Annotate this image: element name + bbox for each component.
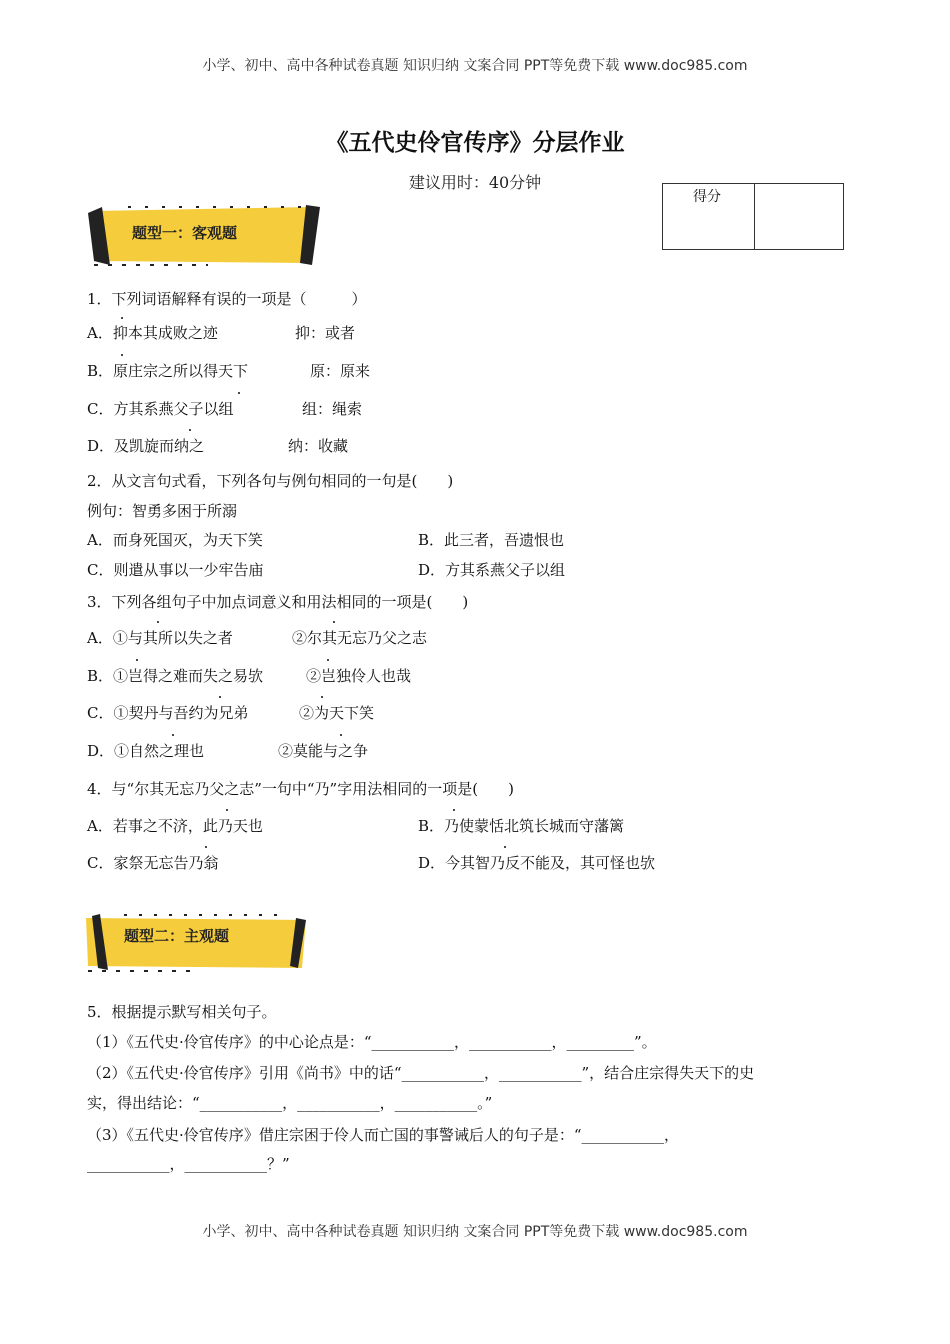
emphasis-dot (157, 621, 159, 623)
q1-option-c-sentence: C．方其系燕父子以组 (87, 400, 234, 418)
q1-option-b-explanation: 原：原来 (310, 362, 371, 380)
q1-option-d-sentence: D．及凯旋而纳之 (87, 437, 205, 455)
score-box (662, 183, 844, 250)
q4-option-a: A．若事之不济，此乃天也 (87, 817, 263, 835)
emphasis-dot (340, 734, 342, 736)
q3-option-c-2: ②为天下笑 (299, 704, 375, 722)
emphasis-dot (327, 659, 329, 661)
q1-option-a-explanation: 抑：或者 (295, 324, 356, 342)
emphasis-dot (226, 809, 228, 811)
q5-part-3-line-2: ___________，___________？” (87, 1155, 290, 1173)
emphasis-dot (136, 659, 138, 661)
question-1-stem: 1．下列词语解释有误的一项是（ ） (87, 290, 367, 308)
page-title: 《五代史伶官传序》分层作业 (325, 129, 625, 156)
q3-option-a-2: ②尔其无忘乃父之志 (292, 629, 428, 647)
page-footer: 小学、初中、高中各种试卷真题 知识归纳 文案合同 PPT等免费下载 www.doc985.com (202, 1224, 748, 1240)
q3-option-b-2: ②岂独伶人也哉 (306, 667, 412, 685)
section-title-subjective: 题型二：主观题 (124, 927, 230, 945)
q5-part-2-line-2: 实，得出结论：“___________，___________，___________。” (87, 1094, 493, 1112)
question-2-stem: 2．从文言句式看，下列各句与例句相同的一句是( ) (87, 472, 454, 490)
question-5-stem: 5．根据提示默写相关句子。 (87, 1003, 277, 1021)
emphasis-dot (121, 317, 123, 319)
emphasis-dot (504, 846, 506, 848)
score-label: 得分 (693, 189, 721, 205)
q1-option-d-explanation: 纳：收藏 (288, 437, 349, 455)
emphasis-dot (238, 392, 240, 394)
page-header: 小学、初中、高中各种试卷真题 知识归纳 文案合同 PPT等免费下载 www.doc985.com (202, 58, 748, 74)
emphasis-dot (172, 734, 174, 736)
q3-option-c-1: C．①契丹与吾约为兄弟 (87, 704, 249, 722)
emphasis-dot (205, 846, 207, 848)
q2-option-c: C．则遣从事以一少牢告庙 (87, 561, 264, 579)
emphasis-dot (189, 429, 191, 431)
section-banner-objective (88, 203, 323, 267)
q3-option-b-1: B．①岂得之难而失之易欤 (87, 667, 264, 685)
question-4-stem: 4．与“尔其无忘乃父之志”一句中“乃”字用法相同的一项是( ) (87, 780, 514, 798)
emphasis-dot (333, 621, 335, 623)
q1-option-a-sentence: A．抑本其成败之迹 (87, 324, 218, 342)
q3-option-d-1: D．①自然之理也 (87, 742, 205, 760)
question-3-stem: 3．下列各组句子中加点词意义和用法相同的一项是( ) (87, 593, 469, 611)
suggested-time: 建议用时：40分钟 (408, 173, 542, 192)
q2-example: 例句：智勇多困于所溺 (87, 502, 238, 520)
q2-option-a: A．而身死国灭，为天下笑 (87, 531, 263, 549)
emphasis-dot (121, 354, 123, 356)
q5-part-2-line-1: （2）《五代史·伶官传序》引用《尚书》中的话“___________，___________”，结合庄宗得失天下的史 (87, 1064, 755, 1082)
section-title-objective: 题型一：客观题 (132, 224, 238, 242)
q1-option-b-sentence: B．原庄宗之所以得天下 (87, 362, 249, 380)
emphasis-dot (321, 696, 323, 698)
q2-option-b: B．此三者，吾遗恨也 (418, 531, 565, 549)
q2-option-d: D．方其系燕父子以组 (418, 561, 566, 579)
q5-part-1: （1）《五代史·伶官传序》的中心论点是：“___________，___________，_________”。 (87, 1033, 657, 1051)
q3-option-a-1: A．①与其所以失之者 (87, 629, 233, 647)
emphasis-dot (453, 809, 455, 811)
q4-option-b: B．乃使蒙恬北筑长城而守藩篱 (418, 817, 625, 835)
q5-part-3-line-1: （3）《五代史·伶官传序》借庄宗困于伶人而亡国的事警诫后人的句子是：“___________， (87, 1126, 679, 1144)
q1-option-a (87, 322, 218, 343)
q4-option-c: C．家祭无忘告乃翁 (87, 854, 219, 872)
q4-option-d: D．今其智乃反不能及，其可怪也欤 (418, 854, 656, 872)
q3-option-d-2: ②莫能与之争 (278, 742, 369, 760)
emphasis-dot (219, 696, 221, 698)
section-banner-subjective (84, 910, 310, 974)
q1-option-c-explanation: 组：绳索 (302, 400, 363, 418)
